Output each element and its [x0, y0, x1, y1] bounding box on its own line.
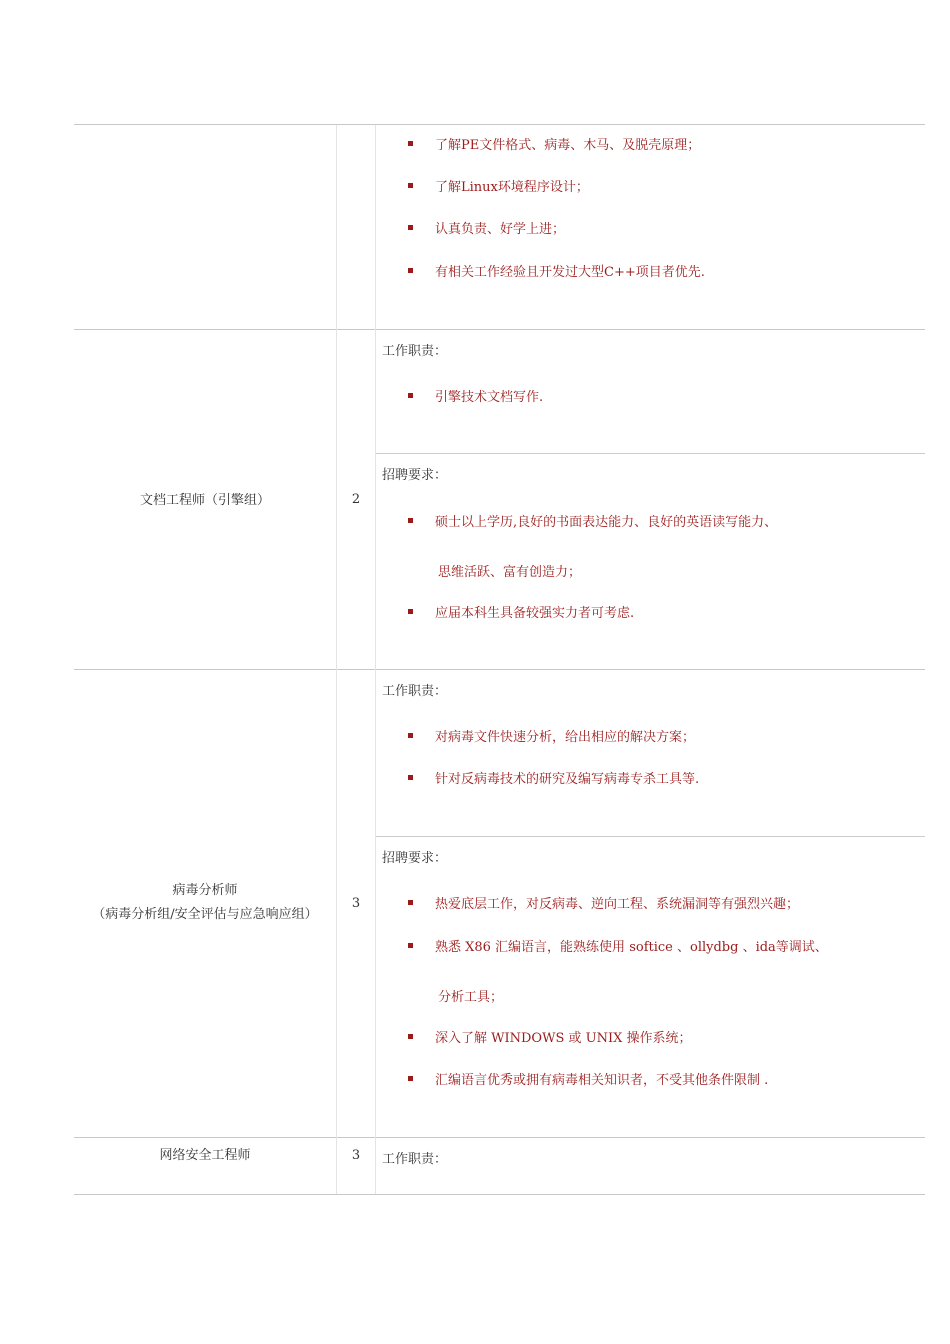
- requirements-label: 招聘要求：: [382, 851, 448, 866]
- requirement-continuation: 思维活跃、富有创造力；: [438, 565, 582, 580]
- duty-item: 引擎技术文档写作.: [408, 386, 543, 405]
- position-title: 文档工程师（引擎组）: [139, 493, 270, 508]
- requirement-item: 了解Linux环境程序设计；: [408, 176, 589, 195]
- requirement-item: 认真负责、好学上进；: [408, 218, 565, 237]
- requirement-item: 应届本科生具备较强实力者可考虑.: [408, 602, 634, 621]
- square-bullet-icon: [408, 268, 413, 273]
- square-bullet-icon: [408, 183, 413, 188]
- requirements-label: 招聘要求：: [382, 468, 448, 483]
- square-bullet-icon: [408, 141, 413, 146]
- requirement-item: 有相关工作经验且开发过大型C++项目者优先.: [408, 261, 705, 280]
- section-divider: [376, 836, 925, 837]
- row-divider: [74, 1194, 925, 1195]
- row-divider: [74, 669, 925, 670]
- requirement-item: 汇编语言优秀或拥有病毒相关知识者，不受其他条件限制 .: [408, 1069, 768, 1088]
- requirement-item: 熟悉 X86 汇编语言，能熟练使用 softice 、ollydbg 、ida等调试、: [408, 936, 828, 955]
- position-title: 网络安全工程师: [159, 1148, 251, 1163]
- column-divider: [375, 125, 376, 1194]
- square-bullet-icon: [408, 609, 413, 614]
- square-bullet-icon: [408, 900, 413, 905]
- headcount: 3: [351, 896, 361, 911]
- requirement-item: 热爱底层工作，对反病毒、逆向工程、系统漏洞等有强烈兴趣；: [408, 893, 799, 912]
- square-bullet-icon: [408, 1034, 413, 1039]
- square-bullet-icon: [408, 943, 413, 948]
- row-divider: [74, 1137, 925, 1138]
- duty-item: 对病毒文件快速分析，给出相应的解决方案；: [408, 726, 695, 745]
- headcount: 3: [351, 1148, 361, 1163]
- row-divider: [74, 329, 925, 330]
- square-bullet-icon: [408, 1076, 413, 1081]
- square-bullet-icon: [408, 393, 413, 398]
- duty-item: 针对反病毒技术的研究及编写病毒专杀工具等.: [408, 768, 699, 787]
- square-bullet-icon: [408, 733, 413, 738]
- requirement-item: 深入了解 WINDOWS 或 UNIX 操作系统；: [408, 1027, 691, 1046]
- position-title: 病毒分析师 （病毒分析组/安全评估与应急响应组）: [92, 883, 318, 922]
- headcount: 2: [351, 492, 361, 507]
- requirement-item: 了解PE文件格式、病毒、木马、及脱壳原理；: [408, 134, 700, 153]
- square-bullet-icon: [408, 775, 413, 780]
- requirement-item: 硕士以上学历,良好的书面表达能力、良好的英语读写能力、: [408, 511, 777, 530]
- square-bullet-icon: [408, 518, 413, 523]
- row-divider: [74, 124, 925, 125]
- duties-label: 工作职责：: [382, 344, 448, 359]
- column-divider: [336, 125, 337, 1194]
- duties-label: 工作职责：: [382, 684, 448, 699]
- requirement-continuation: 分析工具；: [438, 990, 504, 1005]
- square-bullet-icon: [408, 225, 413, 230]
- section-divider: [376, 453, 925, 454]
- duties-label: 工作职责：: [382, 1152, 448, 1167]
